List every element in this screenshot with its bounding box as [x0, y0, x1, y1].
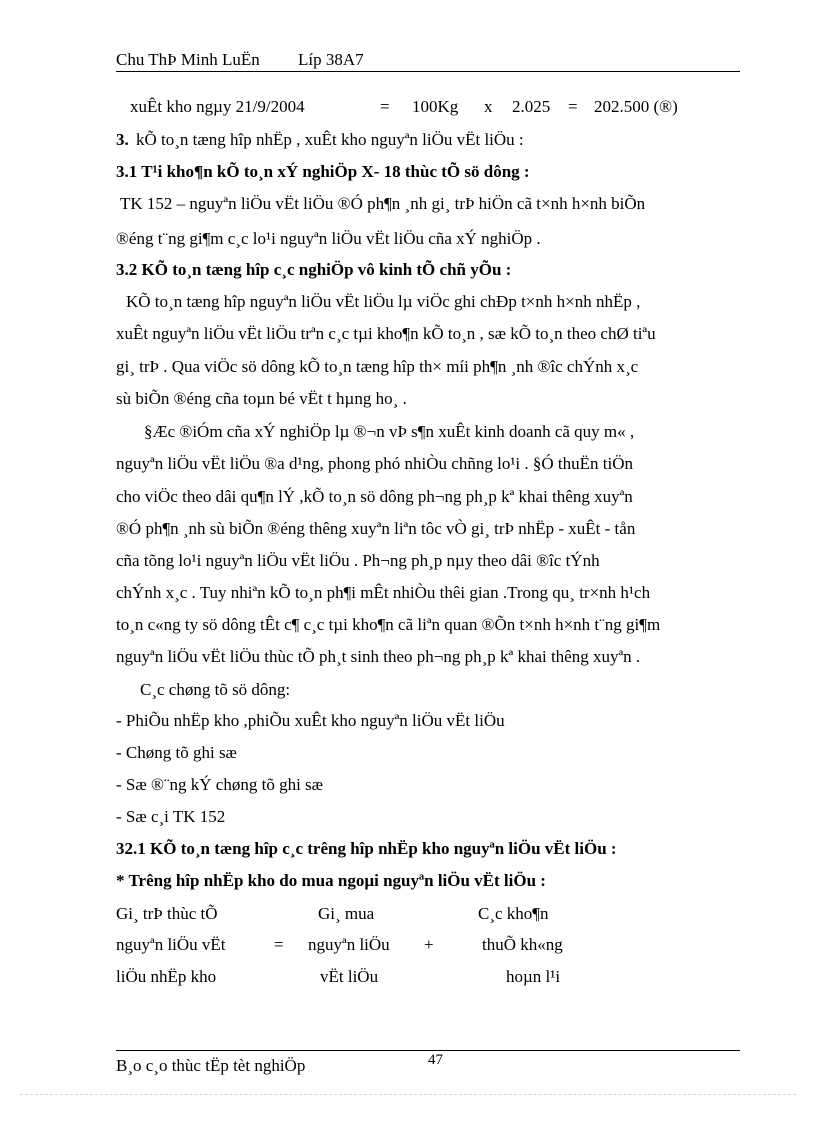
- section-heading: 3.1 T¹i kho¶n kÕ to¸n xÝ nghiÖp X- 18 thùc tÕ sö dông :: [116, 162, 530, 181]
- section-heading: 3.2 KÕ to¸n tæng hîp c¸c nghiÖp vô kinh tÕ chñ yÕu :: [116, 260, 512, 279]
- formula-cell: nguyªn liÖu vËt: [116, 935, 226, 954]
- text-line: cho viÖc theo dâi qu¶n lÝ ,kÕ to¸n sö dông ph¬ng ph¸p kª khai thêng xuyªn: [116, 487, 633, 506]
- text-line: x: [484, 97, 493, 116]
- formula-operator: =: [274, 935, 284, 954]
- page-number: 47: [428, 1052, 443, 1068]
- formula-cell: Gi¸ trÞ thùc tÕ: [116, 904, 218, 923]
- section-number: 3.: [116, 130, 129, 149]
- page-edge-divider: [20, 1094, 796, 1095]
- section-heading: 32.1 KÕ to¸n tæng hîp c¸c trêng hîp nhËp kho nguyªn liÖu vËt liÖu :: [116, 839, 617, 858]
- text-line: TK 152 – nguyªn liÖu vËt liÖu ®Ó ph¶n ¸nh gi¸ trÞ hiÖn cã t×nh h×nh biÕn: [120, 194, 646, 213]
- footer-report-title: B¸o c¸o thùc tËp tèt nghiÖp: [116, 1056, 306, 1075]
- text-line: =: [380, 97, 390, 116]
- text-line: nguyªn liÖu vËt liÖu ®a d¹ng, phong phó nhiÒu chñng lo¹i . §Ó thuËn tiÖn: [116, 454, 633, 473]
- section-heading: kÕ to¸n tæng hîp nhËp , xuÊt kho nguyªn liÖu vËt liÖu :: [136, 130, 524, 149]
- header-rule: [116, 71, 740, 72]
- formula-cell: liÖu nhËp kho: [116, 967, 217, 986]
- formula-operator: +: [424, 935, 434, 954]
- formula-cell: nguyªn liÖu: [308, 935, 390, 954]
- text-line: C¸c chøng tõ sö dông:: [140, 680, 291, 699]
- text-line: to¸n c«ng ty sö dông tÊt c¶ c¸c tµi kho¶n cã liªn quan ®Õn t×nh h×nh t¨ng gi¶m: [116, 615, 661, 634]
- header-author: Chu ThÞ Minh LuËn: [116, 50, 260, 69]
- text-line: xuÊt nguyªn liÖu vËt liÖu trªn c¸c tµi kho¶n kÕ to¸n , sæ kÕ to¸n theo chØ tiªu: [116, 324, 656, 343]
- formula-cell: Gi¸ mua: [318, 904, 375, 923]
- formula-cell: vËt liÖu: [320, 967, 379, 986]
- list-item: - Chøng tõ ghi sæ: [116, 743, 237, 762]
- footer-rule: [116, 1050, 740, 1051]
- list-item: - PhiÕu nhËp kho ,phiÕu xuÊt kho nguyªn liÖu vËt liÖu: [116, 711, 505, 730]
- text-line: ®Ó ph¶n ¸nh sù biÕn ®éng thêng xuyªn liªn tôc vÒ gi¸ trÞ nhËp - xuÊt - tån: [116, 519, 636, 538]
- formula-cell: hoµn l¹i: [506, 967, 561, 986]
- text-line: nguyªn liÖu vËt liÖu thùc tÕ ph¸t sinh theo ph¬ng ph¸p kª khai thêng xuyªn .: [116, 647, 641, 666]
- text-line: =: [568, 97, 578, 116]
- text-line: §Æc ®iÓm cña xÝ nghiÖp lµ ®¬n vÞ s¶n xuÊt kinh doanh cã quy m« ,: [144, 422, 635, 441]
- header-class: Líp 38A7: [298, 50, 364, 69]
- text-line: chÝnh x¸c . Tuy nhiªn kÕ to¸n ph¶i mÊt nhiÒu thêi gian .Trong qu¸ tr×nh h¹ch: [116, 583, 651, 602]
- text-line: 2.025: [512, 97, 551, 116]
- list-item: - Sæ c¸i TK 152: [116, 807, 226, 826]
- text-line: sù biÕn ®éng cña toµn bé vËt t hµng ho¸ .: [116, 389, 407, 408]
- text-line: 100Kg: [412, 97, 459, 116]
- text-line: cña tõng lo¹i nguyªn liÖu vËt liÖu . Ph¬ng ph¸p nµy theo dâi ®îc tÝnh: [116, 551, 600, 570]
- formula-cell: thuÕ kh«ng: [482, 935, 563, 954]
- text-line: gi¸ trÞ . Qua viÖc sö dông kÕ to¸n tæng hîp th× míi ph¶n ¸nh ®îc chÝnh x¸c: [116, 357, 639, 376]
- text-line: 202.500 (®): [594, 97, 678, 116]
- formula-cell: C¸c kho¶n: [478, 904, 549, 923]
- text-line: xuÊt kho ngµy 21/9/2004: [130, 97, 305, 116]
- section-heading: * Trêng hîp nhËp kho do mua ngoµi nguyªn liÖu vËt liÖu :: [116, 871, 546, 890]
- list-item: - Sæ ®¨ng kÝ chøng tõ ghi sæ: [116, 775, 324, 794]
- text-line: ®éng t¨ng gi¶m c¸c lo¹i nguyªn liÖu vËt liÖu cña xÝ nghiÖp .: [116, 229, 541, 248]
- text-line: KÕ to¸n tæng hîp nguyªn liÖu vËt liÖu lµ viÖc ghi chÐp t×nh h×nh nhËp ,: [126, 292, 641, 311]
